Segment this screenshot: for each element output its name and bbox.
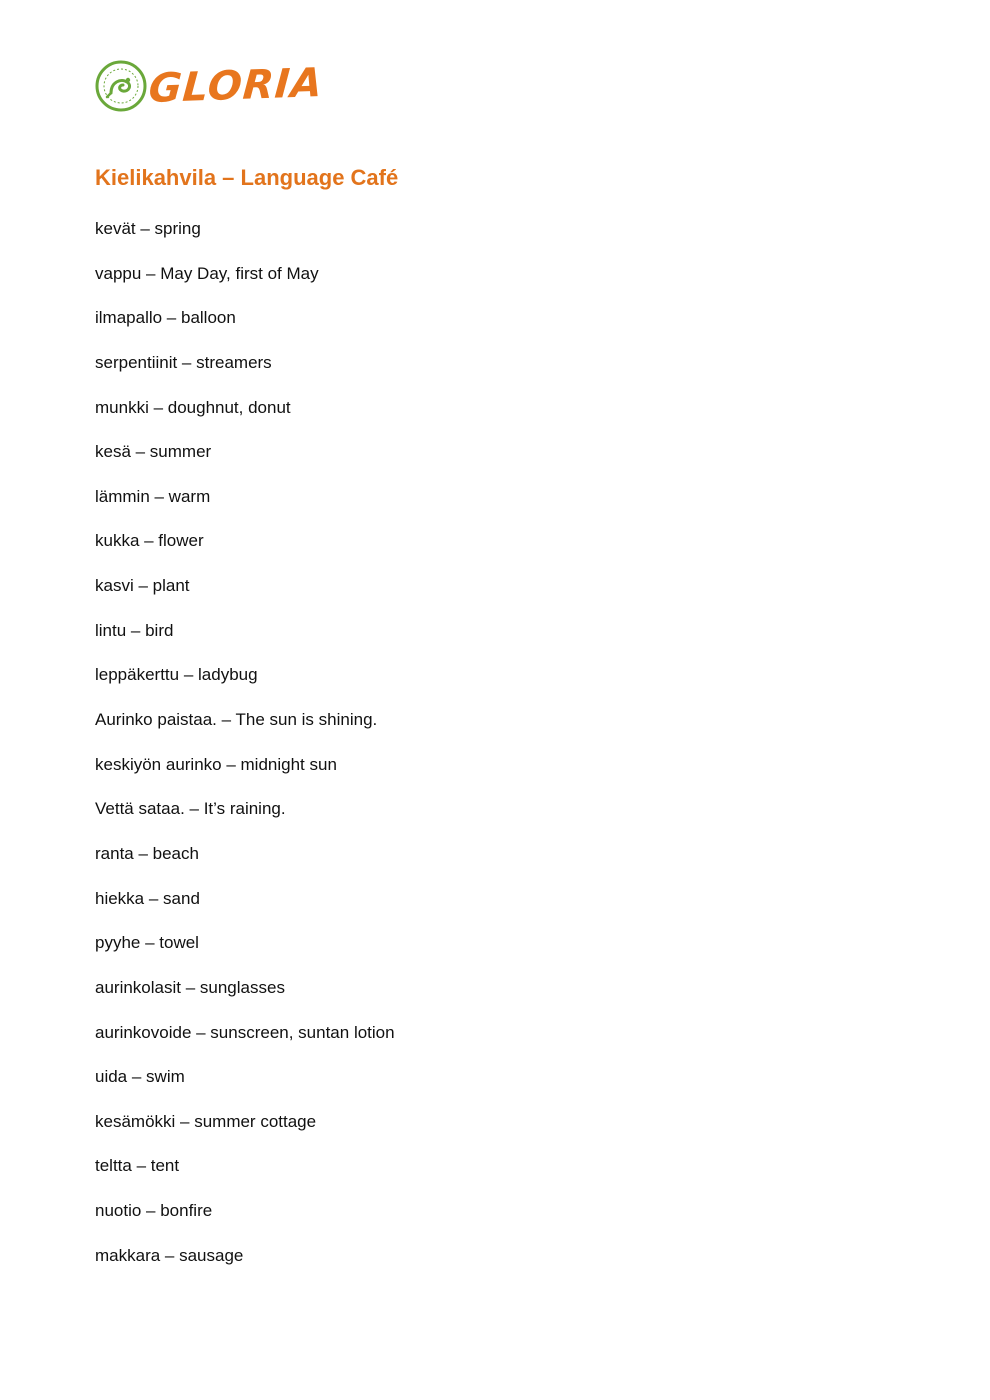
logo-wordmark: GLORIA: [147, 59, 325, 113]
vocabulary-item: Aurinko paistaa. – The sun is shining.: [95, 710, 378, 730]
vocabulary-item: munkki – doughnut, donut: [95, 397, 291, 417]
vocabulary-item: vappu – May Day, first of May: [95, 263, 319, 283]
vocabulary-item: lämmin – warm: [95, 486, 211, 506]
vocabulary-item: kesä – summer: [95, 442, 212, 462]
vocabulary-item: hiekka – sand: [95, 888, 200, 908]
vocabulary-item: serpentiinit – streamers: [95, 352, 272, 372]
vocabulary-list: [95, 217, 395, 1288]
vocabulary-item: kasvi – plant: [95, 576, 190, 596]
seal-emblem-icon: [95, 60, 147, 112]
vocabulary-item: keskiyön aurinko – midnight sun: [95, 754, 337, 774]
vocabulary-item: makkara – sausage: [95, 1245, 244, 1265]
vocabulary-item: uida – swim: [95, 1067, 185, 1087]
vocabulary-item: Vettä sataa. – It’s raining.: [95, 799, 286, 819]
vocabulary-item: leppäkerttu – ladybug: [95, 665, 258, 685]
vocabulary-item: aurinkolasit – sunglasses: [95, 977, 285, 997]
vocabulary-item: ranta – beach: [95, 843, 199, 863]
vocabulary-item: kesämökki – summer cottage: [95, 1111, 317, 1131]
vocabulary-item: teltta – tent: [95, 1156, 180, 1176]
gloria-logo: [95, 58, 325, 114]
vocabulary-item: kevät – spring: [95, 219, 201, 238]
vocabulary-item: pyyhe – towel: [95, 933, 199, 953]
vocabulary-item: lintu – bird: [95, 620, 174, 640]
vocabulary-item: nuotio – bonfire: [95, 1201, 213, 1221]
vocabulary-item: aurinkovoide – sunscreen, suntan lotion: [95, 1022, 395, 1042]
vocabulary-item: ilmapallo – balloon: [95, 308, 236, 328]
vocabulary-item: kukka – flower: [95, 531, 204, 551]
page-title: Kielikahvila – Language Café: [95, 165, 399, 190]
